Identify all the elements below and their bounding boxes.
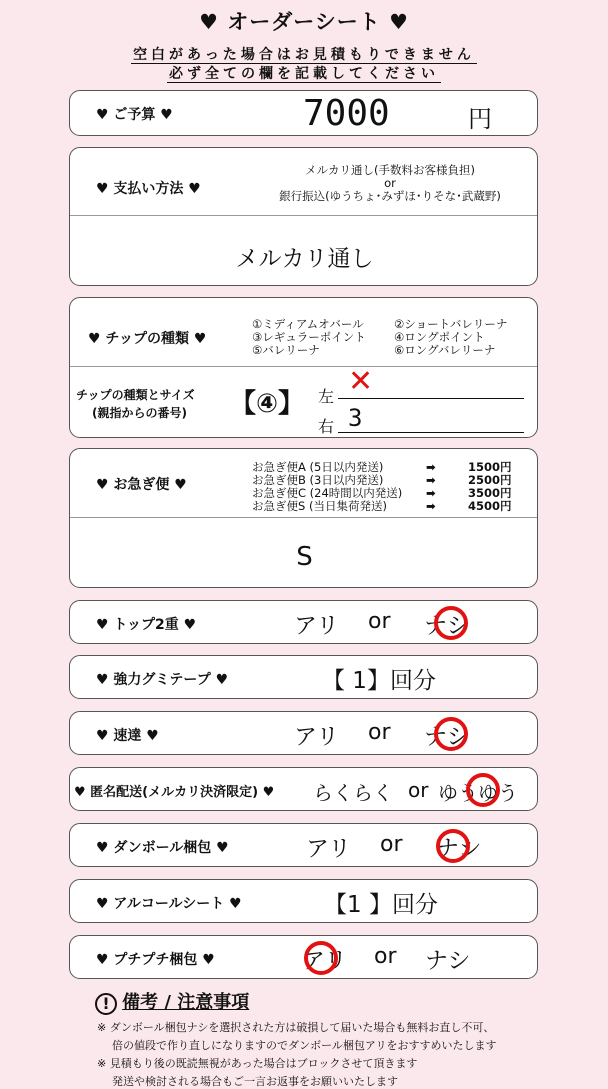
express-row-c: お急ぎ便C (24時間以内発送) [252, 486, 403, 500]
express-row-s: お急ぎ便S (当日集荷発送) [252, 499, 387, 513]
tip-selected[interactable]: 【④】 [230, 389, 305, 419]
tip-type-4: ④ロングポイント [394, 330, 485, 344]
payment-label: ♥ 支払い方法 ♥ [96, 181, 201, 197]
cardboard-label: ♥ ダンボール梱包 ♥ [96, 840, 229, 856]
selection-circle [466, 773, 500, 807]
bubble-no[interactable]: ナシ [425, 948, 471, 974]
selection-circle [304, 941, 338, 975]
top2-box [69, 600, 538, 644]
tip-right-label: 右 [318, 417, 335, 436]
notice-line-2: 必ず全ての欄を記載してください [169, 66, 439, 82]
notes-header [95, 988, 249, 1015]
budget-value[interactable]: 7000 [303, 93, 390, 134]
tip-label: ♥ チップの種類 ♥ [88, 331, 207, 347]
cardboard-yes[interactable]: アリ [306, 836, 352, 862]
cardboard-no[interactable]: ナシ [436, 836, 482, 862]
arrow-icon: ➡ [426, 460, 436, 474]
payment-divider [70, 215, 537, 216]
cardboard-box [69, 823, 538, 867]
tip-size-label-2: (親指からの番号) [92, 406, 187, 420]
note-line-3: ※ 見積もり後の既読無視があった場合はブロックさせて頂きます [97, 1057, 418, 1070]
notice-line-1: 空白があった場合はお見積もりできません [133, 47, 475, 63]
express-ship-label: ♥ 速達 ♥ [96, 728, 159, 744]
express-price-s: 4500円 [468, 499, 512, 513]
express-label: ♥ お急ぎ便 ♥ [96, 477, 187, 493]
payment-value[interactable]: メルカリ通し [235, 246, 374, 272]
tip-type-6: ⑥ロングバレリーナ [394, 343, 496, 357]
bubble-box [69, 935, 538, 979]
anonymous-yuyu[interactable]: ゆうゆう [438, 781, 518, 805]
tip-right-value[interactable]: 3 [348, 404, 363, 432]
express-ship-or: or [368, 720, 391, 745]
notes-heading: 備考 / 注意事項 [122, 992, 250, 1013]
payment-box [69, 147, 538, 286]
cardboard-or: or [380, 832, 403, 857]
exclamation-icon: ! [95, 993, 117, 1015]
note-line-1: ※ ダンボール梱包ナシを選択された方は破損して届いた場合も無料お直し不可、 [97, 1021, 495, 1034]
express-box [69, 448, 538, 588]
selection-circle [434, 717, 468, 751]
arrow-icon: ➡ [426, 473, 436, 487]
tip-right-line [338, 432, 524, 433]
express-ship-no[interactable]: ナシ [424, 724, 470, 750]
selection-circle [434, 606, 468, 640]
alcohol-label: ♥ アルコールシート ♥ [96, 896, 242, 912]
payment-option-2: 銀行振込(ゆうちょ･みずほ･りそな･武蔵野) [279, 189, 501, 203]
tip-type-3: ③レギュラーポイント [252, 330, 366, 344]
tip-left-label: 左 [318, 387, 335, 406]
tip-left-value[interactable]: ✕ [348, 364, 374, 399]
top2-label: ♥ トップ2重 ♥ [96, 617, 197, 633]
gummy-value[interactable]: 【 1】回分 [322, 668, 436, 694]
express-ship-yes[interactable]: アリ [294, 724, 340, 750]
alcohol-box [69, 879, 538, 923]
express-divider [70, 517, 537, 518]
tip-type-2: ②ショートバレリーナ [394, 317, 508, 331]
anonymous-rakuraku[interactable]: らくらく [313, 781, 393, 805]
anonymous-box [69, 767, 538, 811]
top2-or: or [368, 609, 391, 634]
page-title: ♥ オーダーシート ♥ [199, 10, 409, 34]
alcohol-value[interactable]: 【1 】回分 [324, 892, 438, 918]
tip-box [69, 297, 538, 438]
payment-option-1: メルカリ通し(手数料お客様負担) [305, 163, 475, 177]
tip-type-5: ⑤バレリーナ [252, 343, 320, 357]
selection-circle [436, 829, 470, 863]
express-row-a: お急ぎ便A (5日以内発送) [252, 460, 384, 474]
budget-label: ♥ ご予算 ♥ [96, 107, 173, 123]
gummy-label: ♥ 強力グミテープ ♥ [96, 672, 229, 688]
top2-yes[interactable]: アリ [294, 613, 340, 639]
tip-size-label-1: チップの種類とサイズ [76, 388, 195, 402]
budget-box [69, 90, 538, 136]
top2-no[interactable]: ナシ [424, 613, 470, 639]
bubble-yes[interactable]: アリ [302, 948, 348, 974]
budget-unit: 円 [468, 105, 492, 133]
express-price-b: 2500円 [468, 473, 512, 487]
arrow-icon: ➡ [426, 499, 436, 513]
express-ship-box [69, 711, 538, 755]
gummy-box [69, 655, 538, 699]
note-line-2: 倍の値段で作り直しになりますのでダンボール梱包アリをおすすめいたします [112, 1039, 497, 1052]
tip-divider [70, 366, 537, 367]
payment-or: or [384, 176, 396, 190]
bubble-or: or [374, 944, 397, 969]
express-row-b: お急ぎ便B (3日以内発送) [252, 473, 384, 487]
express-value[interactable]: S [296, 542, 313, 572]
note-line-4: 発送や検討される場合もご一言お返事をお願いいたします [112, 1075, 398, 1088]
anonymous-label: ♥ 匿名配送(メルカリ決済限定) ♥ [74, 785, 275, 800]
arrow-icon: ➡ [426, 486, 436, 500]
bubble-label: ♥ プチプチ梱包 ♥ [96, 952, 215, 968]
express-price-a: 1500円 [468, 460, 512, 474]
express-price-c: 3500円 [468, 486, 512, 500]
tip-type-1: ①ミディアムオバール [252, 317, 364, 331]
anonymous-or: or [408, 778, 429, 802]
